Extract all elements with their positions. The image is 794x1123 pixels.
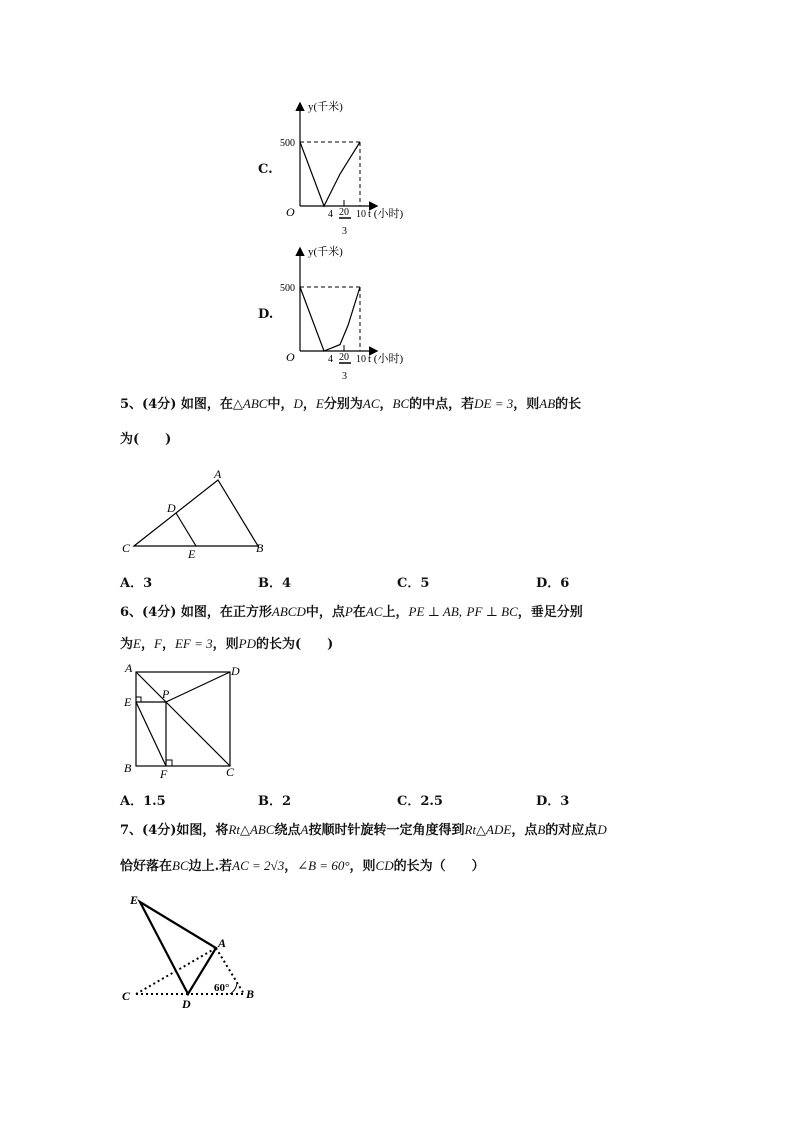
text: 上，: [382, 605, 409, 620]
label-e: E: [188, 547, 196, 561]
x-tick-20: 20: [339, 207, 349, 218]
label-f: F: [160, 767, 168, 780]
math: AC: [362, 396, 380, 411]
text: 为: [120, 637, 134, 652]
x-tick-3: 3: [342, 226, 347, 237]
text: 的长为（ ）: [393, 859, 485, 874]
y-tick-500: 500: [280, 283, 295, 294]
label-a: A: [125, 661, 133, 675]
q6-option-d[interactable]: D．3: [536, 794, 570, 809]
math: Rt△ADE: [464, 822, 512, 837]
segment-de: [176, 513, 196, 546]
q5-option-a[interactable]: A．3: [120, 576, 153, 591]
math: F: [153, 636, 162, 651]
x-tick-10: 10: [356, 354, 366, 365]
math: BC: [172, 858, 189, 873]
y-tick-500: 500: [280, 138, 295, 149]
q5-option-b[interactable]: B．4: [258, 576, 292, 591]
q6-option-c[interactable]: C．2.5: [397, 794, 443, 809]
math: CD: [375, 858, 394, 873]
x-axis-label: t (小时): [368, 353, 404, 365]
origin-label: O: [286, 350, 295, 364]
graph-c: [280, 98, 410, 240]
math: BC: [392, 396, 410, 411]
q6-square-figure: [118, 660, 248, 780]
label-d: D: [231, 664, 240, 678]
label-p: P: [162, 687, 170, 701]
text: 7、(4分)如图，将: [120, 823, 229, 838]
math: PF ⊥ BC: [466, 604, 518, 619]
math: PD: [238, 636, 256, 651]
x-tick-10: 10: [356, 209, 366, 220]
label-e: E: [124, 695, 132, 709]
angle-label-60: 60°: [214, 982, 230, 994]
x-tick-20: 20: [339, 352, 349, 363]
x-axis-label: t (小时): [368, 208, 404, 220]
q6-stem-line1: [120, 602, 583, 623]
math: DE = 3: [474, 396, 514, 411]
math: D: [293, 396, 303, 411]
math: AC: [365, 604, 383, 619]
q7-rotation-figure: [118, 890, 278, 1010]
label-d: D: [167, 501, 176, 515]
q5-option-d[interactable]: D．6: [536, 576, 570, 591]
text: 分别为: [323, 397, 363, 412]
q5-triangle-figure: [118, 464, 278, 564]
math: PE ⊥ AB,: [408, 604, 463, 619]
text: 绕点: [274, 823, 301, 838]
curve-c: [300, 142, 360, 206]
y-axis-label: y(千米): [308, 246, 343, 258]
text: 的长为( ): [255, 637, 334, 652]
q7-stem-line1: [120, 820, 607, 841]
label-c: C: [226, 765, 235, 779]
label-b: B: [256, 541, 264, 555]
text: 的长: [555, 397, 582, 412]
text: 中，: [267, 397, 294, 412]
q5-stem-line2: 为( ): [120, 432, 172, 447]
label-c: C: [122, 541, 131, 555]
y-axis-label: y(千米): [308, 101, 343, 113]
q6-option-a[interactable]: A．1.5: [120, 794, 166, 809]
triangle-ade: [140, 902, 216, 994]
text: ，: [379, 397, 393, 412]
math: △ABC: [232, 396, 268, 411]
label-a: A: [218, 936, 227, 950]
text: 在: [352, 605, 366, 620]
math: P: [344, 604, 353, 619]
text: 中，点: [305, 605, 345, 620]
q5-stem-line1: [120, 394, 581, 415]
text: 的对应点: [545, 823, 598, 838]
text: ，则: [212, 637, 239, 652]
label-a: A: [214, 467, 222, 481]
option-c-label[interactable]: C.: [258, 162, 273, 177]
label-b: B: [246, 987, 255, 1001]
math: E: [315, 396, 324, 411]
text: ，则: [513, 397, 540, 412]
q6-stem-line2: [120, 634, 333, 655]
text: ，垂足分别: [517, 605, 583, 620]
x-tick-4: 4: [328, 354, 333, 365]
text: ，点: [511, 823, 538, 838]
text: 5、(4分) 如图，在: [120, 397, 233, 412]
right-angle-e: [136, 697, 141, 702]
right-angle-f: [166, 760, 172, 766]
q7-stem-line2: [120, 856, 485, 877]
segment-pd: [166, 672, 230, 702]
x-tick-3: 3: [342, 371, 347, 382]
math: ∠B = 60°: [297, 858, 350, 873]
segment-ef: [136, 702, 166, 766]
label-b: B: [124, 761, 132, 775]
math: ABCD: [271, 604, 306, 619]
text: 的中点，若: [409, 397, 475, 412]
origin-label: O: [286, 205, 295, 219]
math: AC = 2√3: [232, 858, 285, 873]
text: ，: [140, 637, 154, 652]
triangle-abc: [134, 480, 258, 546]
option-d-label[interactable]: D.: [258, 307, 274, 322]
text: 边上.若: [188, 859, 233, 874]
math: A: [300, 822, 309, 837]
graph-d: [280, 243, 410, 385]
math: Rt△ABC: [228, 822, 275, 837]
diagonal-ac: [136, 672, 230, 766]
text: ，: [302, 397, 316, 412]
angle-arc-b: [230, 982, 237, 994]
text: ，: [161, 637, 175, 652]
q6-option-b[interactable]: B．2: [258, 794, 292, 809]
math: B: [537, 822, 546, 837]
text: ，: [284, 859, 298, 874]
q5-option-c[interactable]: C．5: [397, 576, 430, 591]
text: 6、(4分) 如图，在正方形: [120, 605, 272, 620]
math: EF = 3: [174, 636, 213, 651]
x-tick-4: 4: [328, 209, 333, 220]
label-c: C: [122, 989, 131, 1003]
text: 恰好落在: [120, 859, 173, 874]
curve-d: [300, 287, 360, 351]
label-e: E: [130, 893, 139, 907]
math: D: [597, 822, 607, 837]
text: ，则: [349, 859, 376, 874]
math: E: [133, 636, 141, 651]
label-d: D: [182, 997, 191, 1010]
text: 按顺时针旋转一定角度得到: [308, 823, 465, 838]
math: AB: [539, 396, 556, 411]
